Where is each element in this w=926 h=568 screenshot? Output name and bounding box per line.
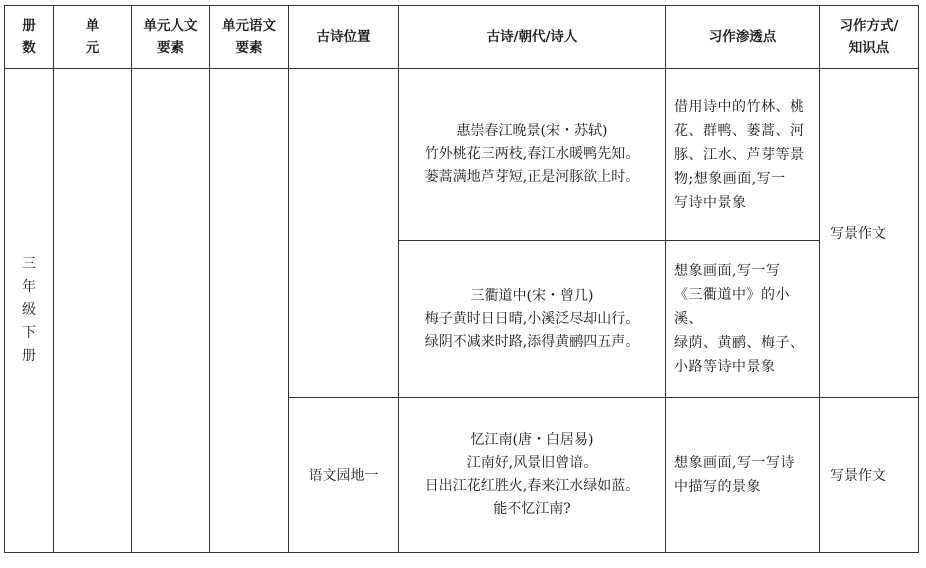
header-writing-focus: 习作渗透点	[666, 6, 820, 69]
header-humanistic-line2: 要素	[157, 40, 184, 56]
focus-line: 想象画面,写一写诗	[674, 455, 795, 471]
focus-line: 借用诗中的竹林、桃	[674, 98, 805, 115]
focus-line: 《三衢道中》的小溪、	[674, 287, 790, 327]
language-cell	[210, 69, 289, 553]
poem-title: 忆江南(唐・白居易)	[470, 432, 594, 448]
volume-char: 三	[22, 256, 36, 272]
writing-focus-cell	[666, 398, 820, 553]
header-writing-method	[820, 6, 919, 69]
header-unit	[54, 6, 132, 69]
header-unit-line2: 元	[85, 40, 100, 56]
header-volume	[5, 6, 54, 69]
writing-focus-cell	[666, 241, 820, 398]
focus-line: 花、群鸭、蒌蒿、河	[674, 122, 805, 139]
unit-cell	[54, 69, 132, 553]
poem-cell	[399, 398, 666, 553]
volume-char: 级	[22, 302, 36, 318]
focus-line: 中描写的景象	[674, 479, 761, 495]
humanistic-cell	[132, 69, 210, 553]
poem-line: 蒌蒿满地芦芽短,正是河豚欲上时。	[424, 169, 640, 185]
focus-line: 写诗中景象	[674, 194, 747, 211]
header-location: 古诗位置	[289, 6, 399, 69]
table-row	[5, 69, 919, 241]
header-method-line2: 知识点	[848, 40, 890, 56]
focus-line: 想象画面,写一写	[674, 263, 781, 279]
writing-method-cell: 写景作文	[820, 398, 919, 553]
header-language-line2: 要素	[235, 40, 263, 56]
poem-cell	[399, 241, 666, 398]
poem-title: 惠崇春江晚景(宋・苏轼)	[456, 123, 608, 139]
poem-line: 竹外桃花三两枝,春江水暖鸭先知。	[424, 146, 640, 162]
volume-cell	[5, 69, 54, 553]
poem-cell	[399, 69, 666, 241]
focus-line: 小路等诗中景象	[674, 359, 776, 375]
curriculum-table	[4, 5, 919, 553]
header-method-line1: 习作方式/	[839, 18, 899, 34]
poem-line: 梅子黄时日日晴,小溪泛尽却山行。	[424, 310, 640, 327]
volume-char: 年	[22, 279, 36, 295]
writing-method-cell: 写景作文	[820, 69, 919, 398]
focus-line: 绿荫、黄鹂、梅子、	[674, 335, 805, 351]
volume-char: 下	[22, 325, 36, 341]
header-language	[210, 6, 289, 69]
header-language-line1: 单元语文	[222, 18, 276, 34]
poem-title: 三衢道中(宋・曾几)	[470, 287, 594, 304]
location-cell: 语文园地一	[289, 398, 399, 553]
location-cell	[289, 69, 399, 398]
header-unit-line1: 单	[85, 18, 100, 34]
header-row	[5, 6, 919, 69]
focus-line: 豚、江水、芦芽等景	[674, 146, 805, 163]
header-poem: 古诗/朝代/诗人	[399, 6, 666, 69]
header-volume-line2: 数	[22, 40, 36, 56]
writing-focus-cell	[666, 69, 820, 241]
poem-line: 日出江花红胜火,春来江水绿如蓝。	[424, 478, 640, 494]
header-humanistic	[132, 6, 210, 69]
header-humanistic-line1: 单元人文	[143, 18, 198, 34]
poem-line: 江南好,风景旧曾谙。	[466, 455, 598, 471]
header-volume-line1: 册	[22, 18, 36, 34]
poem-line: 绿阴不减来时路,添得黄鹂四五声。	[424, 333, 640, 350]
focus-line: 物;想象画面,写一	[674, 170, 786, 187]
volume-char: 册	[22, 348, 36, 364]
poem-line: 能不忆江南?	[493, 501, 571, 517]
